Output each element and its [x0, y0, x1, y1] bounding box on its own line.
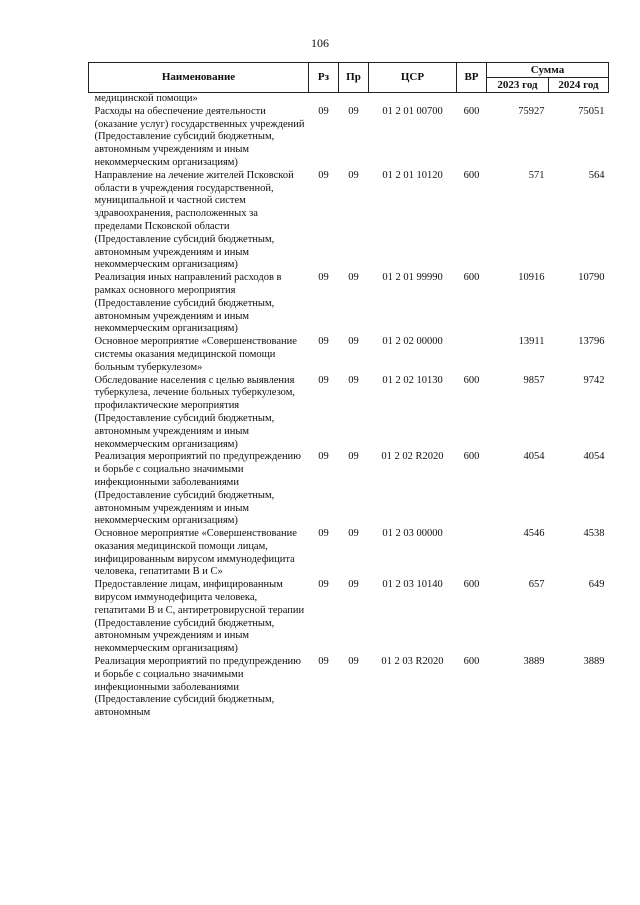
row-2023: 75927 — [518, 105, 545, 117]
row-2024: 75051 — [578, 105, 605, 117]
row-2024: 3889 — [583, 656, 605, 668]
table-row — [89, 170, 609, 272]
table-row — [89, 272, 609, 336]
row-vr — [457, 336, 487, 374]
table-row — [89, 375, 609, 452]
page-number: 106 — [311, 36, 329, 50]
header-vr: ВР — [457, 63, 487, 93]
row-csr: 01 2 01 10120 — [382, 169, 443, 181]
row-csr: 01 2 02 10130 — [382, 374, 443, 386]
row-2023: 4546 — [523, 528, 545, 540]
row-pr — [339, 93, 369, 106]
row-rz: 09 — [318, 656, 329, 668]
table-header — [89, 63, 609, 93]
row-2024 — [549, 93, 609, 106]
row-name: Направление на лечение жителей Псковской области в учреждения государственной, муниципальной и частной систем здравоохранения, расположенных за пределами Псковской области (Предоставление субсидий бюджетным, автономным учреждениям и иным некоммерческим организациям) — [94, 169, 294, 271]
row-csr: 01 2 01 00700 — [382, 105, 443, 117]
row-pr: 09 — [348, 579, 359, 591]
row-2023: 571 — [528, 169, 545, 181]
row-2024: 13796 — [578, 336, 605, 348]
row-name: медицинской помощи» — [94, 93, 198, 104]
row-vr: 600 — [463, 374, 480, 386]
table-row — [89, 336, 609, 374]
row-2023 — [487, 93, 549, 106]
budget-table — [88, 62, 609, 720]
row-name: Предоставление лицам, инфицированным вирусом иммунодефицита человека, гепатитами В и С, антиретровирусной терапии (Предоставление субсидий бюджетным, автономным учреждениям и иным некоммерческим организациям) — [94, 579, 305, 655]
row-pr: 09 — [348, 272, 359, 284]
row-2024: 649 — [588, 579, 605, 591]
row-name: Реализация мероприятий по предупреждению и борьбе с социально значимыми инфекционными заболеваниями (Предоставление субсидий бюджетным, автономным учреждениям и иным некоммерческим организациям) — [94, 451, 302, 527]
row-vr: 600 — [463, 579, 480, 591]
row-csr: 01 2 03 00000 — [382, 528, 443, 540]
row-rz: 09 — [318, 169, 329, 181]
row-2023: 9857 — [523, 374, 545, 386]
header-rz: Рз — [309, 63, 339, 93]
row-csr: 01 2 02 R2020 — [381, 451, 444, 463]
row-vr: 600 — [463, 105, 480, 117]
header-2024: 2024 год — [549, 78, 609, 93]
row-pr: 09 — [348, 374, 359, 386]
row-csr: 01 2 02 00000 — [382, 336, 443, 348]
row-rz — [309, 93, 339, 106]
row-2023: 657 — [528, 579, 545, 591]
row-name: Реализация мероприятий по предупреждению и борьбе с социально значимыми инфекционными заболеваниями (Предоставление субсидий бюджетным, автономным — [94, 656, 302, 719]
header-name: Наименование — [89, 63, 309, 93]
row-rz: 09 — [318, 336, 329, 348]
row-name: Основное мероприятие «Совершенствование оказания медицинской помощи лицам, инфицированным вирусом иммунодефицита человека, гепатитами В и С» — [94, 528, 297, 578]
row-vr: 600 — [463, 169, 480, 181]
row-pr: 09 — [348, 528, 359, 540]
header-pr: Пр — [339, 63, 369, 93]
row-pr: 09 — [348, 336, 359, 348]
row-2024: 564 — [588, 169, 605, 181]
row-csr — [369, 93, 457, 106]
row-vr: 600 — [463, 451, 480, 463]
row-rz: 09 — [318, 528, 329, 540]
row-rz: 09 — [318, 105, 329, 117]
row-2024: 9742 — [583, 374, 605, 386]
table-row — [89, 451, 609, 528]
table-row — [89, 656, 609, 720]
row-vr — [457, 528, 487, 579]
row-vr: 600 — [463, 272, 480, 284]
row-vr: 600 — [463, 656, 480, 668]
row-name: Реализация иных направлений расходов в рамках основного мероприятия (Предоставление субсидий бюджетным, автономным учреждениям и иным некоммерческим организациям) — [94, 272, 282, 335]
row-pr: 09 — [348, 169, 359, 181]
header-sum: Сумма — [487, 63, 609, 78]
row-name: Основное мероприятие «Совершенствование системы оказания медицинской помощи больным туберкулезом» — [94, 336, 297, 373]
row-rz: 09 — [318, 272, 329, 284]
header-2023: 2023 год — [487, 78, 549, 93]
table-row — [89, 528, 609, 579]
table-row — [89, 106, 609, 170]
row-csr: 01 2 03 10140 — [382, 579, 443, 591]
row-name: Расходы на обеспечение деятельности (оказание услуг) государственных учреждений (Предоставление субсидий бюджетным, автономным учреждениям и иным некоммерческим организациям) — [94, 105, 305, 168]
row-2023: 10916 — [518, 272, 545, 284]
row-2023: 4054 — [523, 451, 545, 463]
row-rz: 09 — [318, 579, 329, 591]
row-2024: 4054 — [583, 451, 605, 463]
row-csr: 01 2 03 R2020 — [381, 656, 444, 668]
row-2023: 3889 — [523, 656, 545, 668]
row-2024: 4538 — [583, 528, 605, 540]
row-vr — [457, 93, 487, 106]
table-row — [89, 93, 609, 106]
row-rz: 09 — [318, 374, 329, 386]
row-csr: 01 2 01 99990 — [382, 272, 443, 284]
row-pr: 09 — [348, 656, 359, 668]
row-2024: 10790 — [578, 272, 605, 284]
table-body — [89, 93, 609, 721]
row-pr: 09 — [348, 105, 359, 117]
row-pr: 09 — [348, 451, 359, 463]
table-row — [89, 579, 609, 656]
row-2023: 13911 — [518, 336, 545, 348]
row-rz: 09 — [318, 451, 329, 463]
header-csr: ЦСР — [369, 63, 457, 93]
row-name: Обследование населения с целью выявления туберкулеза, лечение больных туберкулезом, профилактические мероприятия (Предоставление субсидий бюджетным, автономным учреждениям и иным некоммерческим организациям) — [94, 374, 295, 450]
